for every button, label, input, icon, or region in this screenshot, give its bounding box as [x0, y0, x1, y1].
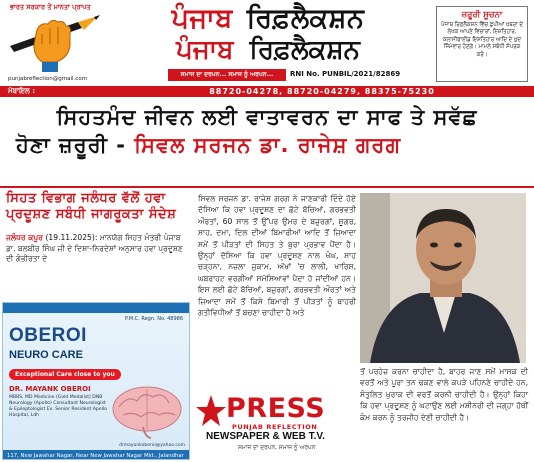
- slogan-bar: ਸਮਾਜ ਦਾ ਦਰਪਨ... ਸਮਾਜ ਨੂੰ ਅਰਪਨ...: [168, 69, 286, 81]
- middle-column: [198, 193, 356, 318]
- ad-credentials: MBBS, MD Medicine (Gold Medalist) DNB Neurology (Apollo) Consultant Neurologist & Epileptologist Ex. Senior Resident Apollo Hospital, Ldh: [9, 395, 107, 418]
- headline-line2: [10, 131, 524, 159]
- ad-registration: P.M.C. Regn. No. 48986: [124, 316, 183, 322]
- right-body: ਤੋਂ ਪਰਹੇਜ਼ ਕਰਨਾ ਚਾਹੀਦਾ ਹੈ, ਬਾਹਰ ਜਾਣ ਸਮੇਂ ਮਾਸਕ ਦੀ ਵਰਤੋਂ ਅਤੇ ਪੂਰਾ ਤਨ ਢਕਣ ਵਾਲੇ ਕਪੜੇ ਪਹਿਨਣੇ ਚਾਹੀਦੇ ਹਨ, ਸੰਤੁਲਿਤ ਖ਼ੁਰਾਕ ਦੀ ਵਰਤੋਂ ਕਰਨੀ ਚਾਹੀਦੀ ਹੈ। ਉਨ੍ਹਾਂ ਕਿਹਾ ਕਿ ਹਵਾ ਪ੍ਰਦੂਸ਼ਣ ਨੂੰ ਘਟਾਉਣ ਲਈ ਮਸ਼ੀਨਰੀ ਦੀ ਜਗ੍ਹਾ ਹੱਥੀਂ ਕੰਮ ਕਰਨ ਨੂੰ ਤਰਜੀਹ ਦੇਣੀ ਚਾਹੀਦੀ ਹੈ।: [360, 367, 528, 422]
- star-icon: [196, 393, 226, 433]
- masthead-title-second: [103, 34, 433, 66]
- right-column: [360, 366, 528, 423]
- title2-reflection-black: ਰਿਫ਼ਲੈਕਸ਼ਨ: [249, 34, 360, 65]
- press-tagline: ਸਮਾਜ ਦਾ ਦਰਪਨ, ਸਮਾਜ ਨੂੰ ਅਰਪਨ: [238, 445, 316, 451]
- ad-subtitle: NEURO CARE: [9, 349, 83, 361]
- headline-line2-black: ਹੋਣਾ ਜ਼ਰੂਰੀ -: [16, 133, 135, 157]
- title-reflection-black: ਰਿਫ਼ਲੈਕਸ਼ਨ: [246, 3, 365, 34]
- left-subhead: ਸਿਹਤ ਵਿਭਾਗ ਜਲੰਧਰ ਵੱਲੋਂ ਹਵਾ ਪ੍ਰਦੂਸ਼ਣ ਸਬੰਧੀ ਜਾਗਰੂਕਤਾ ਸੰਦੇਸ਼: [6, 191, 177, 222]
- fist-pen-logo-icon: [8, 12, 103, 74]
- title2-punjab-red: ਪੰਜਾਬ: [176, 34, 234, 65]
- title-punjab-red: ਪੰਜਾਬ: [171, 3, 233, 34]
- notice-box: [436, 6, 528, 82]
- byline-place: ਜਲੰਧਰ ਕਪੂਰ: [6, 233, 44, 242]
- rni-number: RNI No. PUNBIL/2021/82869: [290, 70, 401, 78]
- contact-label: ਮੋਬਾਇਲ :: [8, 87, 36, 95]
- ad-top-band: [3, 303, 190, 313]
- press-word: PRESS: [226, 393, 326, 424]
- notice-title: ਜ਼ਰੂਰੀ ਸੂਚਨਾ: [461, 10, 503, 20]
- civil-surgeon-photo: [360, 193, 526, 363]
- contact-numbers: 88720-04278, 88720-04279, 88375-75230: [209, 87, 435, 96]
- headline-rule: [0, 186, 534, 188]
- press-logo: [196, 393, 356, 461]
- byline-date: (19.11.2025):: [45, 233, 98, 242]
- contact-bar: [0, 86, 534, 97]
- press-newspaper-line: NEWSPAPER & WEB T.V.: [206, 431, 325, 442]
- left-column: [6, 191, 192, 265]
- notice-body: ਪੰਜਾਬ ਰਿਫ਼ਲੈਕਸ਼ਨ ਵਿੱਚ ਛਪੀਆਂ ਖ਼ਬਰਾਂ ਦੇ ਲੇਖਕ ਆਪਣੇ ਵਿਚਾਰਾਂ, ਇਸ਼ਤਿਹਾਰ, ਕਲਾਸੀਫਾਈਡ ਇਸ਼ਤਿਹਾਰ ਆਦਿ ਦੇ ਖੁਦ ਜ਼ਿੰਮੇਵਾਰ ਹੋਣਗੇ। ਮਾਮਲੇ ਸਬੰਧੀ ਸੰਪਰਕ ਕਰੋ।: [441, 22, 523, 58]
- middle-body: ਸਿਵਲ ਸਰਜਨ ਡਾ. ਰਾਜੇਸ਼ ਗਰਗ ਨੇ ਜਾਣਕਾਰੀ ਦਿੰਦੇ ਹੋਏ ਦੱਸਿਆ ਕਿ ਹਵਾ ਪ੍ਰਦੂਸ਼ਣ ਦਾ ਛੋਟੇ ਬੱਚਿਆਂ, ਗਰਭਵਤੀ ਔਰਤਾਂ, 60 ਸਾਲ ਤੋਂ ਉੱਪਰ ਉਮਰ ਦੇ ਬਜ਼ੁਰਗਾਂ, ਸ਼ੂਗਰ, ਸਾਹ, ਦਮਾ, ਦਿਲ ਦੀਆਂ ਬਿਮਾਰੀਆਂ ਆਦਿ ਤੋਂ ਜ਼ਿਆਦਾ ਸਮੇਂ ਤੋਂ ਪੀੜਤਾਂ ਦੀ ਸਿਹਤ ਤੇ ਬੁਰਾ ਪ੍ਰਭਾਵ ਪੈਂਦਾ ਹੈ। ਉਨ੍ਹਾਂ ਦੱਸਿਆ ਕਿ ਹਵਾ ਪ੍ਰਦੂਸ਼ਣ ਨਾਲ ਖੰਘ, ਸਾਹ ਚੜ੍ਹਨਾ, ਨਜ਼ਲਾ ਜ਼ੁਕਾਮ, ਅੱਖਾਂ 'ਚ ਲਾਲੀ, ਖਾਰਿਸ਼, ਘਬਰਾਹਟ ਵਰਗੀਆਂ ਸਮੱਸਿਆਵਾਂ ਪੈਦਾ ਹੋ ਜਾਂਦੀਆਂ ਹਨ। ਇਸ ਲਈ ਛੋਟੇ ਬੱਚਿਆਂ, ਬਜ਼ੁਰਗਾਂ, ਗਰਭਵਤੀ ਔਰਤਾਂ ਅਤੇ ਜ਼ਿਆਦਾ ਸਮੇਂ ਤੋਂ ਕਿਸੇ ਬਿਮਾਰੀ ਤੋਂ ਪੀੜਤਾਂ ਨੂੰ ਬਾਹਰੀ ਗਤੀਵਿਧੀਆਂ ਤੋਂ ਬਚਣਾ ਚਾਹੀਦਾ ਹੈ ਅਤੇ: [198, 194, 356, 318]
- headline: [10, 104, 524, 159]
- ad-doctor-name: DR. MAYANK OBEROI: [9, 385, 91, 393]
- headline-line1: ਸਿਹਤਮੰਦ ਜੀਵਨ ਲਈ ਵਾਤਾਵਰਨ ਦਾ ਸਾਫ ਤੇ ਸਵੱਛ: [56, 105, 478, 129]
- masthead: [0, 0, 534, 86]
- left-body: ਮਾਨਯੋਗ ਸਿਹਤ ਮੰਤਰੀ ਪੰਜਾਬ ਡਾ. ਬਲਬੀਰ ਸਿੰਘ ਜੀ ਦੇ ਦਿਸ਼ਾ-ਨਿਰਦੇਸ਼ਾਂ ਅਨੁਸਾਰ ਹਵਾ ਪ੍ਰਦੂਸ਼ਣ ਦੀ ਗੰਭੀਰਤਾ ਦੇ: [6, 233, 183, 263]
- ad-name: OBEROI: [9, 325, 87, 346]
- masthead-title-punjabi: [103, 2, 433, 36]
- portrait-icon: [360, 193, 526, 363]
- ad-email: drmayankoberoi@yahoo.com: [119, 443, 185, 448]
- brain-icon: [103, 381, 187, 439]
- ad-address: 117, New Jawahar Nagar, Near New Jawahar Nagar Mkt., Jalandhar: [3, 450, 190, 460]
- press-sub: PUNJAB REFLECTION: [232, 423, 318, 431]
- masthead-tagline: ਭਾਰਤ ਸਰਕਾਰ ਤੋਂ ਮਾਨਤਾ ਪ੍ਰਾਪਤ: [10, 3, 91, 11]
- oberoi-neuro-ad: [2, 302, 190, 460]
- ad-pill: Exceptional Care close to you: [9, 369, 121, 380]
- byline: [6, 233, 192, 265]
- headline-line2-red: ਸਿਵਲ ਸਰਜਨ ਡਾ. ਰਾਜੇਸ਼ ਗਰਗ: [134, 133, 402, 157]
- masthead-email: punjabreflection@gmail.com: [8, 76, 88, 82]
